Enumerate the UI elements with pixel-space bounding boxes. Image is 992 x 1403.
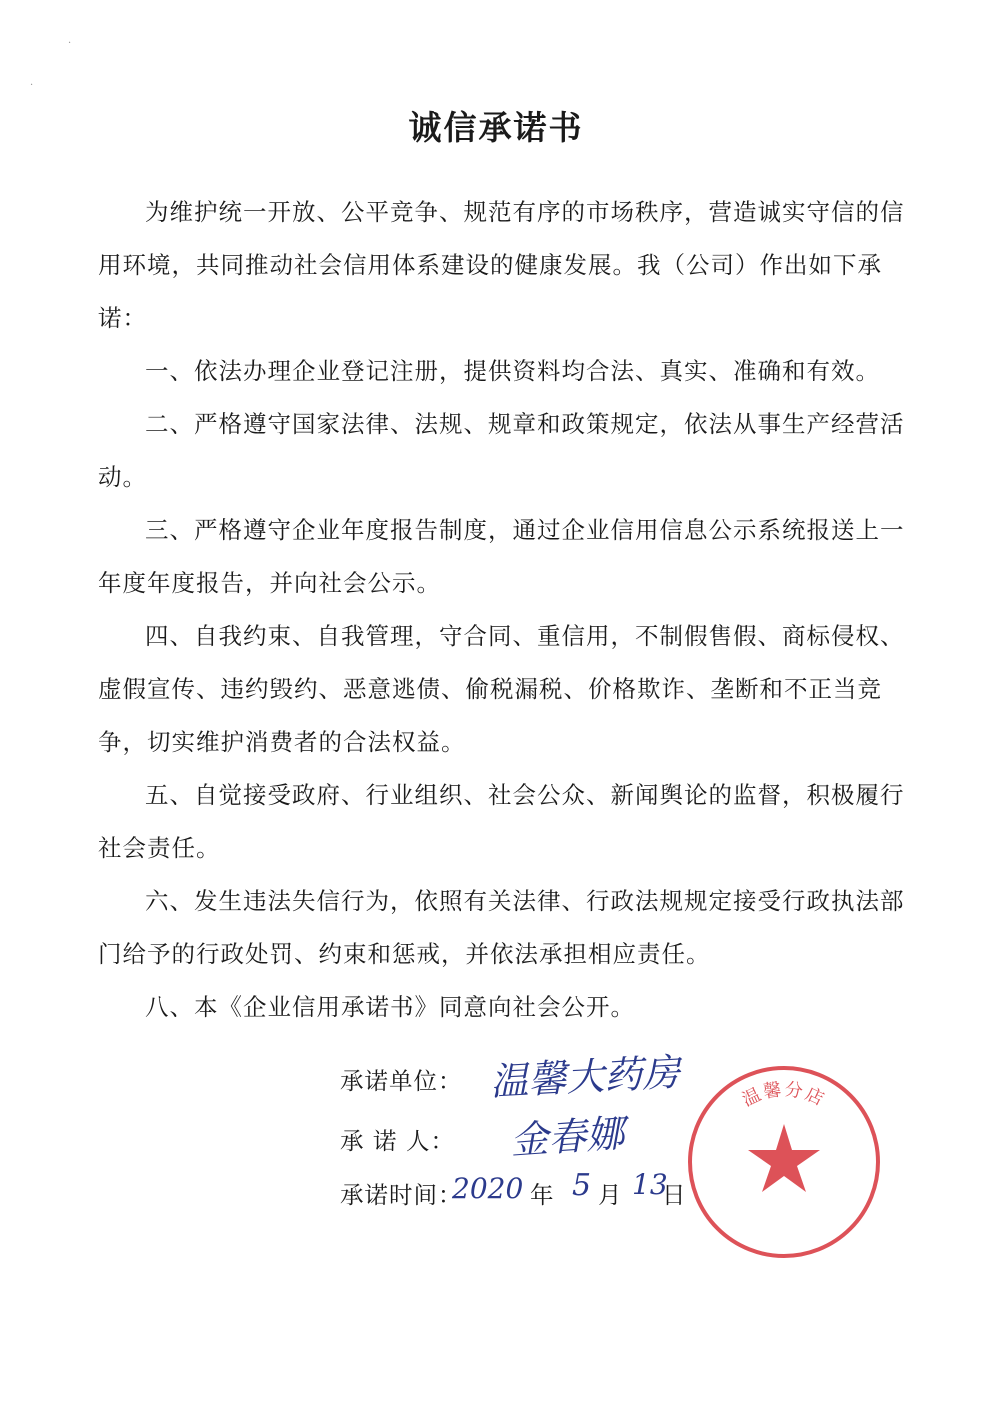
document-title: 诚信承诺书: [408, 108, 584, 147]
scan-speck: ·: [30, 80, 34, 91]
commitment-item-1: 一、依法办理企业登记注册，提供资料均合法、真实、准确和有效。: [145, 357, 880, 385]
handwritten-person-name: 金春娜: [508, 1111, 626, 1163]
signature-date-row: [340, 1176, 463, 1210]
stamp-text: 温馨分店: [739, 1079, 829, 1111]
unit-label: 承诺单位：: [340, 1067, 463, 1095]
commitment-item-4: 四、自我约束、自我管理，守合同、重信用，不制假售假、商标侵权、虚假宣传、违约毁约、恶意逃债、偷税漏税、价格欺诈、垄断和不正当竞争，切实维护消费者的合法权益。: [98, 622, 905, 756]
person-label: 承 诺 人：: [340, 1127, 455, 1155]
svg-text:温馨分店: [739, 1078, 829, 1111]
day-suffix: 日: [662, 1181, 686, 1209]
signature-unit-row: [340, 1062, 463, 1096]
commitment-item-5: 五、自觉接受政府、行业组织、社会公众、新闻舆论的监督，积极履行社会责任。: [98, 781, 905, 862]
date-label: 承诺时间：: [340, 1181, 463, 1209]
intro-paragraph: 为维护统一开放、公平竞争、规范有序的市场秩序，营造诚实守信的信用环境，共同推动社会信用体系建设的健康发展。我（公司）作出如下承诺：: [98, 198, 905, 332]
handwritten-day: 13: [632, 1168, 668, 1201]
handwritten-month: 5: [572, 1168, 592, 1203]
document-body: [98, 186, 918, 1034]
company-seal-stamp: [684, 1062, 884, 1262]
handwritten-year: 2020: [452, 1172, 524, 1205]
stamp-star-icon: [748, 1124, 820, 1192]
scan-speck: ·: [68, 38, 72, 49]
commitment-item-8: 八、本《企业信用承诺书》同意向社会公开。: [145, 993, 635, 1021]
commitment-item-3: 三、严格遵守企业年度报告制度，通过企业信用信息公示系统报送上一年度年度报告，并向社会公示。: [98, 516, 905, 597]
year-suffix: 年: [530, 1181, 554, 1209]
commitment-item-6: 六、发生违法失信行为，依照有关法律、行政法规规定接受行政执法部门给予的行政处罚、约束和惩戒，并依法承担相应责任。: [98, 887, 905, 968]
signature-person-row: [340, 1122, 455, 1156]
month-suffix: 月: [598, 1181, 622, 1209]
handwritten-unit-name: 温馨大药房: [489, 1050, 682, 1104]
commitment-item-2: 二、严格遵守国家法律、法规、规章和政策规定，依法从事生产经营活动。: [98, 410, 905, 491]
